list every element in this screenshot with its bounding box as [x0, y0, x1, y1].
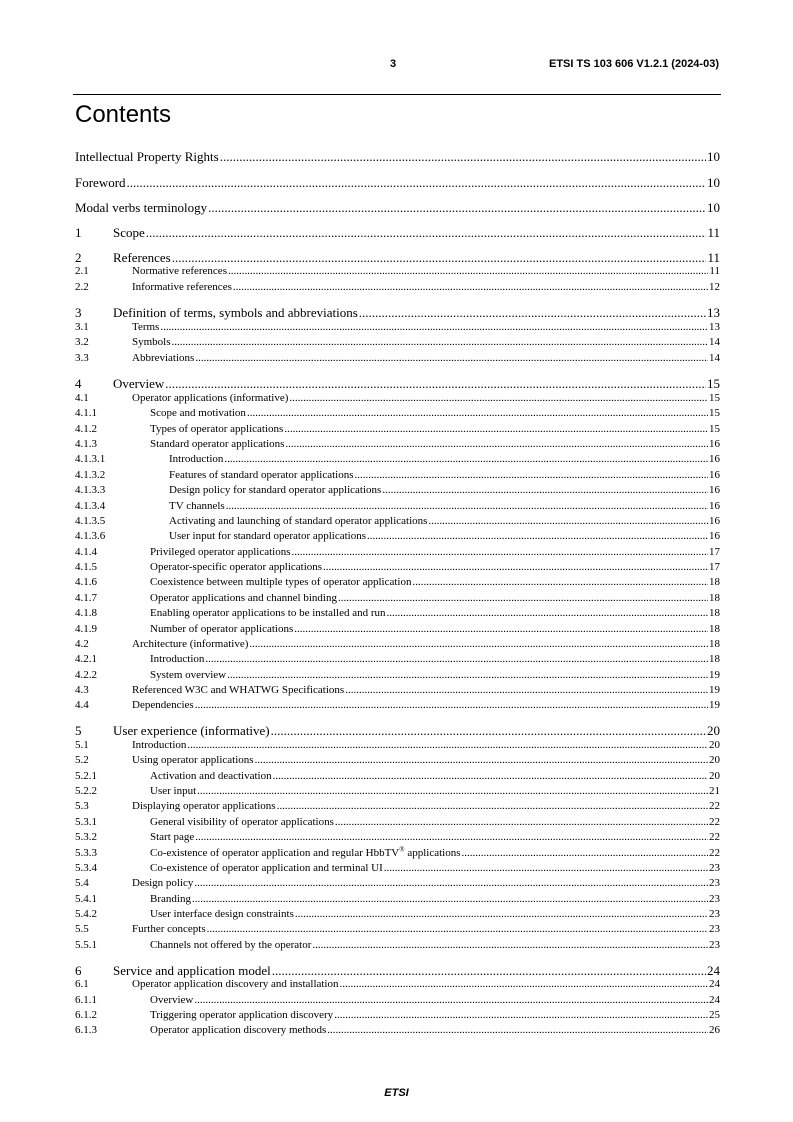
toc-entry[interactable] [75, 199, 720, 216]
page-number: 3 [390, 58, 397, 70]
toc-entry[interactable] [75, 922, 720, 937]
dot-leader [194, 993, 708, 1008]
toc-entry-title: User interface design constraints [150, 908, 294, 920]
dot-leader [384, 861, 708, 876]
toc-entry[interactable] [75, 499, 720, 514]
toc-entry-page: 11 [707, 225, 720, 240]
toc-entry-number: 5.1 [75, 739, 89, 751]
toc-entry-title: Using operator applications [132, 754, 254, 766]
toc-entry-number: 6.1 [75, 978, 89, 990]
toc-entry-page: 20 [709, 739, 720, 751]
toc-entry[interactable] [75, 264, 720, 279]
toc-entry-page: 10 [707, 200, 720, 215]
toc-entry-title: Start page [150, 831, 195, 843]
toc-entry-number: 6 [75, 963, 82, 978]
toc-entry-page: 22 [709, 831, 720, 843]
toc-entry[interactable] [75, 514, 720, 529]
toc-entry[interactable] [75, 452, 720, 467]
toc-entry-title: User input for standard operator applications [169, 530, 367, 542]
toc-entry-title: Modal verbs terminology [75, 200, 208, 215]
toc-entry-title: Introduction [132, 739, 187, 751]
dot-leader [340, 977, 709, 992]
dot-leader [387, 606, 708, 621]
toc-entry-number: 6.1.1 [75, 994, 97, 1006]
toc-entry-number: 5.4.1 [75, 893, 97, 905]
toc-entry[interactable] [75, 738, 720, 753]
footer-etsi: ETSI [384, 1087, 409, 1099]
toc-entry[interactable] [75, 876, 720, 891]
dot-leader [461, 846, 708, 861]
toc-entry[interactable] [75, 606, 720, 621]
toc-entry-number: 2 [75, 250, 82, 265]
toc-entry-title: Operator applications and channel binding [150, 592, 337, 604]
toc-entry[interactable] [75, 637, 720, 652]
toc-entry-title: User experience (informative) [113, 723, 270, 738]
toc-entry-number: 6.1.2 [75, 1009, 97, 1021]
dot-leader [345, 683, 708, 698]
dot-leader [273, 769, 708, 784]
dot-leader [187, 738, 708, 753]
toc-entry-title: Further concepts [132, 923, 206, 935]
toc-entry-page: 24 [707, 963, 720, 978]
toc-entry-number: 5.5.1 [75, 939, 97, 951]
toc-entry-number: 4.2.1 [75, 653, 97, 665]
toc-entry-number: 4.1.2 [75, 423, 97, 435]
toc-entry-number: 4.1.3.5 [75, 515, 106, 527]
toc-entry-title: Operator applications (informative) [132, 392, 289, 404]
toc-entry[interactable] [75, 406, 720, 421]
toc-entry-page: 17 [709, 546, 720, 558]
toc-entry-number: 4.4 [75, 699, 89, 711]
toc-entry-number: 4.1.5 [75, 561, 97, 573]
dot-leader [220, 148, 706, 165]
toc-entry-number: 3.3 [75, 352, 89, 364]
dot-leader [355, 468, 709, 483]
toc-entry-page: 15 [709, 407, 720, 419]
toc-entry-title: Coexistence between multiple types of operator application [150, 576, 412, 588]
toc-entry[interactable] [75, 993, 720, 1008]
toc-entry-title: Dependencies [132, 699, 194, 711]
toc-entry-title-part: Co-existence of operator application and regular HbbTV [150, 847, 400, 859]
toc-entry-title: Introduction [150, 653, 205, 665]
toc-entry-number: 4.1.3.3 [75, 484, 106, 496]
toc-entry-title: Triggering operator application discovery [150, 1009, 334, 1021]
toc-entry-page: 14 [709, 352, 720, 364]
dot-leader [249, 637, 708, 652]
dot-leader [228, 264, 708, 279]
toc-entry-title [150, 846, 460, 861]
toc-entry-page: 19 [709, 669, 720, 681]
toc-entry-page: 10 [707, 149, 720, 164]
toc-entry-page: 11 [709, 265, 720, 277]
toc-entry-title: Branding [150, 893, 191, 905]
toc-entry-number: 4.1.1 [75, 407, 97, 419]
toc-entry-number: 5.5 [75, 923, 89, 935]
toc-entry-number: 1 [75, 225, 82, 240]
dot-leader [271, 722, 706, 739]
toc-entry[interactable] [75, 1023, 720, 1038]
toc-entry-number: 4.3 [75, 684, 89, 696]
dot-leader [289, 391, 708, 406]
toc-entry-page: 14 [709, 336, 720, 348]
toc-entry[interactable] [75, 668, 720, 683]
dot-leader [334, 1008, 708, 1023]
dot-leader [165, 375, 706, 392]
dot-leader [247, 406, 708, 421]
toc-entry-page: 16 [709, 484, 720, 496]
toc-entry[interactable] [75, 977, 720, 992]
toc-entry-number: 4 [75, 376, 82, 391]
toc-entry-number: 4.2.2 [75, 669, 97, 681]
dot-leader [192, 892, 708, 907]
toc-entry-page: 16 [709, 500, 720, 512]
toc-entry-title: Normative references [132, 265, 227, 277]
toc-entry-title: Operator-specific operator applications [150, 561, 323, 573]
toc-entry-number: 5.3.2 [75, 831, 97, 843]
toc-entry-page: 25 [709, 1009, 720, 1021]
table-of-contents [75, 0, 720, 1122]
toc-entry-page: 13 [707, 305, 720, 320]
dot-leader [359, 304, 706, 321]
toc-entry[interactable] [75, 437, 720, 452]
toc-entry-page: 21 [709, 785, 720, 797]
toc-entry-title: Terms [132, 321, 160, 333]
toc-entry-page: 10 [707, 175, 720, 190]
dot-leader [233, 280, 708, 295]
toc-entry-title: Types of operator applications [150, 423, 284, 435]
toc-entry[interactable] [75, 545, 720, 560]
toc-entry-page: 13 [709, 321, 720, 333]
toc-entry-number: 4.2 [75, 638, 89, 650]
toc-entry-number: 4.1.3.6 [75, 530, 106, 542]
toc-entry-title: Symbols [132, 336, 171, 348]
toc-entry-title: Design policy for standard operator applications [169, 484, 382, 496]
toc-entry-title: Overview [150, 994, 194, 1006]
toc-entry[interactable] [75, 784, 720, 799]
toc-entry-title: Standard operator applications [150, 438, 285, 450]
toc-entry-number: 5.3 [75, 800, 89, 812]
toc-entry-page: 23 [709, 893, 720, 905]
toc-entry-page: 18 [709, 623, 720, 635]
toc-entry-number: 4.1.6 [75, 576, 97, 588]
toc-entry-number: 3 [75, 305, 82, 320]
toc-entry-number: 4.1.9 [75, 623, 97, 635]
toc-entry-page: 16 [709, 469, 720, 481]
dot-leader [208, 199, 706, 216]
toc-entry-title: Design policy [132, 877, 194, 889]
toc-entry-page: 23 [709, 908, 720, 920]
dot-leader [295, 907, 708, 922]
toc-entry-page: 22 [709, 847, 720, 859]
toc-entry[interactable] [75, 830, 720, 845]
toc-entry-number: 5.2.1 [75, 770, 97, 782]
toc-entry[interactable] [75, 938, 720, 953]
dot-leader [160, 320, 708, 335]
toc-entry-title: Privileged operator applications [150, 546, 291, 558]
toc-entry[interactable] [75, 907, 720, 922]
toc-entry[interactable] [75, 1008, 720, 1023]
dot-leader [428, 514, 708, 529]
toc-entry-title: Features of standard operator applications [169, 469, 354, 481]
dot-leader [382, 483, 708, 498]
dot-leader [194, 876, 708, 891]
toc-entry-page: 15 [707, 376, 720, 391]
toc-entry-page: 15 [709, 392, 720, 404]
dot-leader [294, 622, 708, 637]
toc-entry-page: 18 [709, 638, 720, 650]
toc-entry-page: 11 [707, 250, 720, 265]
toc-entry-title: Scope [113, 225, 145, 240]
dot-leader [292, 545, 708, 560]
toc-entry-title: Activating and launching of standard operator applications [169, 515, 428, 527]
toc-entry-number: 4.1.3.4 [75, 500, 106, 512]
toc-entry-page: 17 [709, 561, 720, 573]
toc-entry-number: 4.1.7 [75, 592, 97, 604]
toc-entry-number: 3.1 [75, 321, 89, 333]
registered-mark: ® [399, 845, 405, 854]
toc-entry-page: 18 [709, 607, 720, 619]
toc-entry-page: 26 [709, 1024, 720, 1036]
dot-leader [195, 351, 708, 366]
dot-leader [277, 799, 708, 814]
toc-entry-title: References [113, 250, 171, 265]
dot-leader [327, 1023, 708, 1038]
toc-entry-title: Abbreviations [132, 352, 195, 364]
toc-entry[interactable] [75, 422, 720, 437]
toc-entry-number: 5 [75, 723, 82, 738]
dot-leader [205, 652, 708, 667]
toc-entry-page: 19 [709, 684, 720, 696]
dot-leader [312, 938, 708, 953]
dot-leader [224, 452, 708, 467]
dot-leader [207, 922, 708, 937]
toc-entry-page: 16 [709, 515, 720, 527]
dot-leader [367, 529, 708, 544]
dot-leader [226, 499, 708, 514]
toc-entry-page: 19 [709, 699, 720, 711]
toc-entry[interactable] [75, 529, 720, 544]
toc-entry[interactable] [75, 861, 720, 876]
toc-entry-page: 23 [709, 923, 720, 935]
toc-entry[interactable] [75, 304, 720, 321]
toc-entry-number: 5.2.2 [75, 785, 97, 797]
toc-entry-title: Enabling operator applications to be installed and run [150, 607, 386, 619]
dot-leader [285, 437, 708, 452]
dot-leader [127, 174, 706, 191]
toc-entry-page: 18 [709, 653, 720, 665]
toc-entry-number: 4.1.3 [75, 438, 97, 450]
dot-leader [146, 224, 707, 241]
toc-entry-title: Scope and motivation [150, 407, 246, 419]
toc-entry[interactable] [75, 483, 720, 498]
toc-entry-number: 2.1 [75, 265, 89, 277]
toc-entry-page: 22 [709, 800, 720, 812]
toc-entry[interactable] [75, 468, 720, 483]
toc-entry-number: 4.1 [75, 392, 89, 404]
toc-entry-title: System overview [150, 669, 227, 681]
toc-entry-page: 23 [709, 939, 720, 951]
toc-entry-page: 16 [709, 438, 720, 450]
toc-entry[interactable] [75, 753, 720, 768]
toc-entry[interactable] [75, 846, 720, 861]
toc-entry-title: Foreword [75, 175, 126, 190]
toc-entry[interactable] [75, 320, 720, 335]
toc-entry-title: Introduction [169, 453, 224, 465]
dot-leader [195, 698, 708, 713]
toc-entry[interactable] [75, 769, 720, 784]
toc-entry-number: 5.4 [75, 877, 89, 889]
document-identifier: ETSI TS 103 606 V1.2.1 (2024-03) [549, 58, 719, 70]
toc-entry-title: User input [150, 785, 197, 797]
toc-entry[interactable] [75, 892, 720, 907]
toc-entry-page: 23 [709, 877, 720, 889]
toc-entry[interactable] [75, 683, 720, 698]
toc-entry-title: Referenced W3C and WHATWG Specifications [132, 684, 345, 696]
toc-entry-number: 4.1.4 [75, 546, 97, 558]
toc-entry[interactable] [75, 280, 720, 295]
toc-entry[interactable] [75, 698, 720, 713]
toc-entry[interactable] [75, 174, 720, 191]
toc-entry-number: 5.3.1 [75, 816, 97, 828]
toc-entry-page: 18 [709, 576, 720, 588]
toc-entry-page: 12 [709, 281, 720, 293]
toc-entry-page: 18 [709, 592, 720, 604]
toc-entry-page: 22 [709, 816, 720, 828]
toc-entry-title: Service and application model [113, 963, 271, 978]
dot-leader [255, 753, 708, 768]
toc-entry-page: 20 [709, 770, 720, 782]
toc-entry-title: Co-existence of operator application and terminal UI [150, 862, 383, 874]
dot-leader [284, 422, 708, 437]
toc-entry-title: Channels not offered by the operator [150, 939, 312, 951]
dot-leader [412, 575, 708, 590]
toc-entry-number: 5.4.2 [75, 908, 97, 920]
dot-leader [335, 815, 708, 830]
toc-entry-title: Operator application discovery and installation [132, 978, 339, 990]
toc-entry-page: 24 [709, 994, 720, 1006]
toc-entry-page: 20 [709, 754, 720, 766]
toc-entry-page: 24 [709, 978, 720, 990]
toc-entry-page: 16 [709, 453, 720, 465]
toc-entry-title-part: applications [404, 847, 461, 859]
toc-entry[interactable] [75, 375, 720, 392]
toc-entry-number: 4.1.3.2 [75, 469, 106, 481]
toc-entry[interactable] [75, 652, 720, 667]
toc-entry-number: 4.1.8 [75, 607, 97, 619]
toc-entry-number: 5.2 [75, 754, 89, 766]
toc-entry-number: 3.2 [75, 336, 89, 348]
toc-entry-title: Intellectual Property Rights [75, 149, 219, 164]
dot-leader [197, 784, 708, 799]
toc-entry-page: 23 [709, 862, 720, 874]
toc-entry-title: Displaying operator applications [132, 800, 276, 812]
toc-entry[interactable] [75, 335, 720, 350]
toc-entry-title: Informative references [132, 281, 232, 293]
page-title: Contents [75, 101, 172, 128]
toc-entry-number: 5.3.3 [75, 847, 97, 859]
toc-entry[interactable] [75, 351, 720, 366]
toc-entry[interactable] [75, 224, 720, 241]
dot-leader [195, 830, 708, 845]
toc-entry[interactable] [75, 722, 720, 739]
toc-entry[interactable] [75, 622, 720, 637]
dot-leader [172, 335, 708, 350]
toc-entry[interactable] [75, 148, 720, 165]
toc-entry-title: Operator application discovery methods [150, 1024, 327, 1036]
toc-entry-title: Activation and deactivation [150, 770, 272, 782]
toc-entry-title: Overview [113, 376, 165, 391]
toc-entry-title: General visibility of operator applications [150, 816, 334, 828]
toc-entry-title: Number of operator applications [150, 623, 294, 635]
toc-entry[interactable] [75, 815, 720, 830]
toc-entry-number: 4.1.3.1 [75, 453, 106, 465]
dot-leader [338, 591, 708, 606]
toc-entry-title: TV channels [169, 500, 225, 512]
toc-entry[interactable] [75, 575, 720, 590]
toc-entry-page: 16 [709, 530, 720, 542]
toc-entry-title: Architecture (informative) [132, 638, 249, 650]
toc-entry-page: 15 [709, 423, 720, 435]
toc-entry[interactable] [75, 591, 720, 606]
toc-entry[interactable] [75, 799, 720, 814]
toc-entry-number: 2.2 [75, 281, 89, 293]
dot-leader [323, 560, 708, 575]
dot-leader [227, 668, 708, 683]
toc-entry[interactable] [75, 560, 720, 575]
toc-entry-number: 6.1.3 [75, 1024, 97, 1036]
toc-entry-number: 5.3.4 [75, 862, 97, 874]
toc-entry[interactable] [75, 391, 720, 406]
toc-entry-page: 20 [707, 723, 720, 738]
toc-entry-title: Definition of terms, symbols and abbreviations [113, 305, 358, 320]
